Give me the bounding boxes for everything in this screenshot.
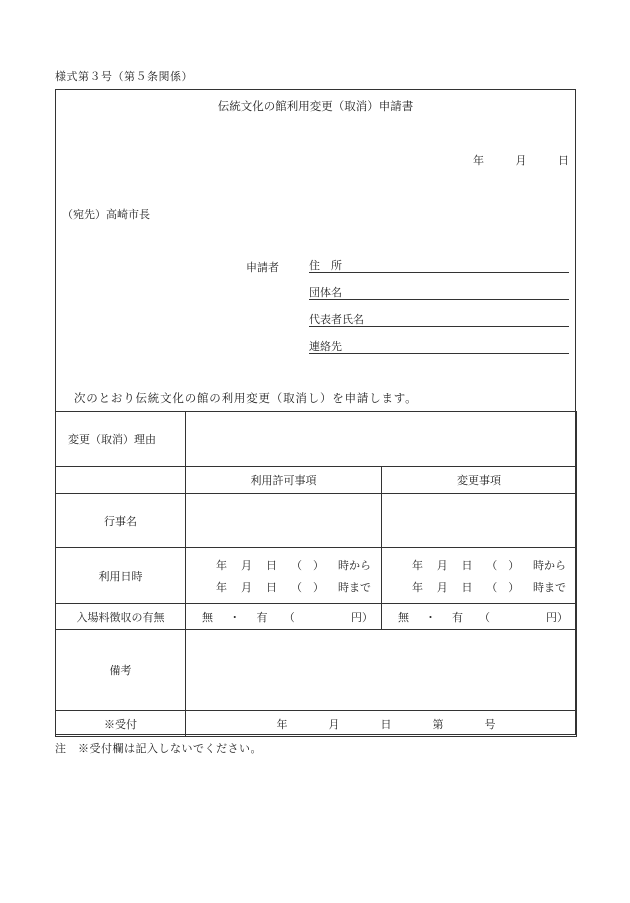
fee-none[interactable]: 無: [202, 610, 213, 624]
dt-until: 時まで: [533, 580, 566, 594]
form-title: 伝統文化の館利用変更（取消）申請書: [217, 99, 414, 113]
remarks-label: 備考: [56, 630, 186, 711]
event-permitted-input[interactable]: [186, 494, 382, 548]
dt-day: 日: [266, 558, 277, 572]
application-form: [55, 89, 576, 735]
date-day: 日: [558, 154, 569, 167]
fee-change[interactable]: [382, 604, 577, 630]
dt-until: 時まで: [338, 580, 371, 594]
address-field[interactable]: [309, 257, 569, 273]
receipt-day: 日: [380, 717, 392, 731]
dt-month: 月: [241, 558, 252, 572]
receipt-field: [186, 711, 577, 737]
fee-permitted[interactable]: [186, 604, 382, 630]
fee-yes[interactable]: 有: [452, 610, 463, 624]
dt-month: 月: [436, 558, 448, 572]
dt-day: 日: [461, 558, 473, 572]
dt-weekday: （ ）: [291, 558, 324, 572]
dt-month: 月: [241, 580, 252, 594]
dt-from: 時から: [338, 558, 371, 572]
addressee: （宛先）高崎市長: [62, 208, 150, 221]
datetime-change[interactable]: [382, 548, 577, 604]
col-permitted: 利用許可事項: [186, 467, 382, 494]
fee-open: （: [283, 610, 295, 624]
representative-label: 代表者氏名: [309, 313, 364, 326]
receipt-year: 年: [276, 717, 288, 731]
form-number: 様式第３号（第５条関係）: [55, 70, 193, 83]
details-table: [55, 411, 577, 737]
fee-dot: ・: [229, 610, 241, 624]
dt-weekday: （ ）: [486, 558, 520, 572]
event-label: 行事名: [56, 494, 186, 548]
dt-month: 月: [436, 580, 448, 594]
dt-year: 年: [216, 558, 227, 572]
fee-yes[interactable]: 有: [256, 610, 268, 624]
contact-field[interactable]: [309, 338, 569, 354]
date-month: 月: [515, 154, 527, 167]
statement: 次のとおり伝統文化の館の利用変更（取消し）を申請します。: [74, 391, 418, 405]
datetime-label: 利用日時: [56, 548, 186, 604]
dt-year: 年: [412, 558, 423, 572]
dt-from: 時から: [533, 558, 566, 572]
fee-yen: 円）: [546, 610, 568, 624]
fee-yen: 円）: [351, 610, 373, 624]
fee-none[interactable]: 無: [398, 610, 409, 624]
header-blank: [56, 467, 186, 494]
fee-open: （: [479, 610, 490, 624]
dt-day: 日: [461, 580, 473, 594]
address-label: 住 所: [309, 259, 342, 272]
datetime-permitted[interactable]: [186, 548, 382, 604]
fee-dot: ・: [425, 610, 436, 624]
receipt-no: 第: [432, 717, 444, 731]
reason-label: 変更（取消）理由: [56, 412, 186, 467]
dt-weekday: （ ）: [291, 580, 324, 594]
footer-note: 注 ※受付欄は記入しないでください。: [55, 742, 262, 755]
remarks-input[interactable]: [186, 630, 577, 711]
dt-day: 日: [266, 580, 277, 594]
receipt-month: 月: [328, 717, 340, 731]
event-change-input[interactable]: [382, 494, 577, 548]
receipt-go: 号: [484, 717, 496, 731]
dt-weekday: （ ）: [486, 580, 520, 594]
reason-input[interactable]: [186, 412, 577, 467]
dt-year: 年: [216, 580, 227, 594]
applicant-label: 申請者: [246, 261, 279, 274]
application-date: [473, 152, 569, 168]
col-change: 変更事項: [382, 467, 577, 494]
representative-field[interactable]: [309, 311, 569, 327]
date-year: 年: [473, 154, 484, 167]
contact-label: 連絡先: [309, 340, 342, 353]
fee-label: 入場料徴収の有無: [56, 604, 186, 630]
dt-year: 年: [412, 580, 423, 594]
organization-label: 団体名: [309, 286, 342, 299]
receipt-label: ※受付: [56, 711, 186, 737]
organization-field[interactable]: [309, 284, 569, 300]
